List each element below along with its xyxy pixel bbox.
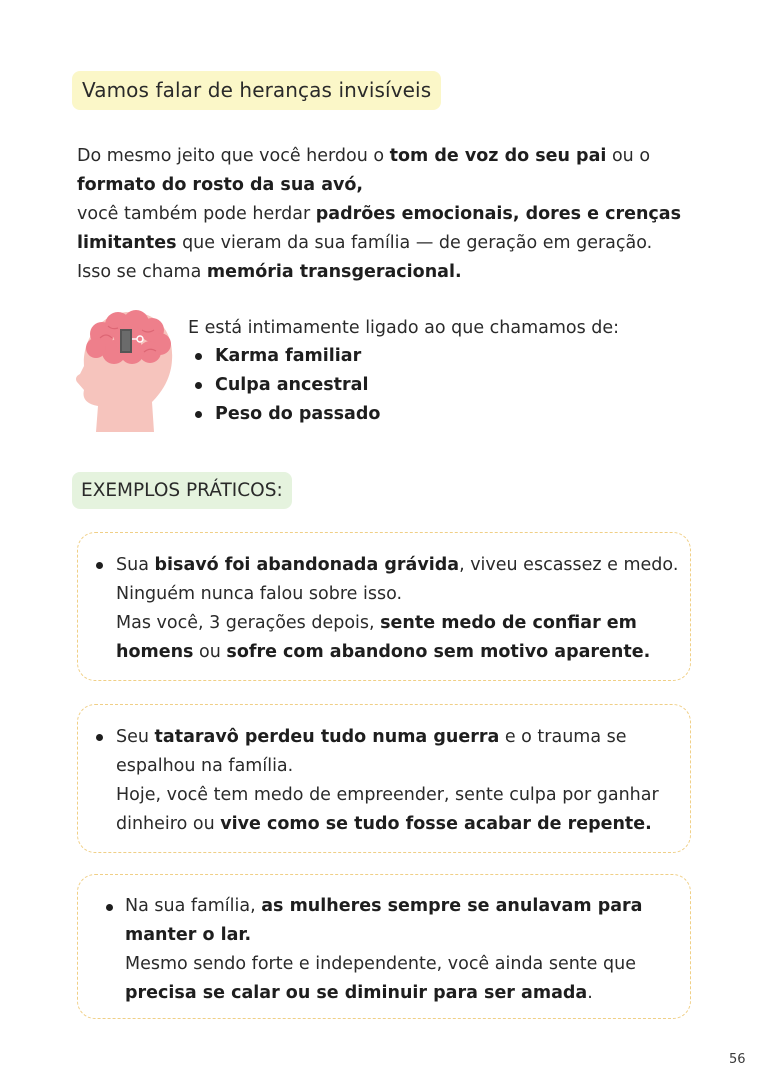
example-text: Sua bisavó foi abandonada grávida, viveu escassez e medo. Ninguém nunca falou sobre isso. Mas você, 3 gerações depois, sente medo de confiar em homens ou sofre com abandono sem motivo aparente.: [116, 555, 679, 662]
example-card: [77, 704, 691, 853]
example-card: [77, 874, 691, 1019]
intro-paragraph: [77, 142, 717, 287]
concept-list: [190, 342, 380, 429]
example-card: [77, 532, 691, 681]
bullet-dot-icon: [96, 734, 103, 741]
intro-line: Isso se chama memória transgeracional.: [77, 262, 462, 282]
example-text: Na sua família, as mulheres sempre se anulavam para manter o lar. Mesmo sendo forte e independente, você ainda sente que precisa se calar ou se diminuir para ser amada.: [125, 896, 643, 1003]
examples-heading: EXEMPLOS PRÁTICOS:: [72, 472, 292, 509]
lead-text: E está intimamente ligado ao que chamamos de:: [188, 318, 620, 338]
bullet-dot-icon: [96, 562, 103, 569]
bullet-dot-icon: [106, 904, 113, 911]
page-number: 56: [729, 1052, 746, 1067]
list-item: Culpa ancestral: [190, 371, 380, 400]
intro-line: você também pode herdar padrões emocionais, dores e crenças: [77, 204, 682, 224]
page-title: Vamos falar de heranças invisíveis: [72, 71, 441, 110]
list-item: Peso do passado: [190, 400, 380, 429]
intro-line: Do mesmo jeito que você herdou o tom de voz do seu pai ou o: [77, 146, 651, 166]
intro-line: limitantes que vieram da sua família — de geração em geração.: [77, 233, 653, 253]
list-item: Karma familiar: [190, 342, 380, 371]
example-text: Seu tataravô perdeu tudo numa guerra e o trauma se espalhou na família. Hoje, você tem medo de empreender, sente culpa por ganhar dinheiro ou vive como se tudo fosse acabar de repente.: [116, 727, 659, 834]
head-with-brain-lock-icon: [72, 308, 178, 432]
intro-line: formato do rosto da sua avó,: [77, 175, 364, 195]
